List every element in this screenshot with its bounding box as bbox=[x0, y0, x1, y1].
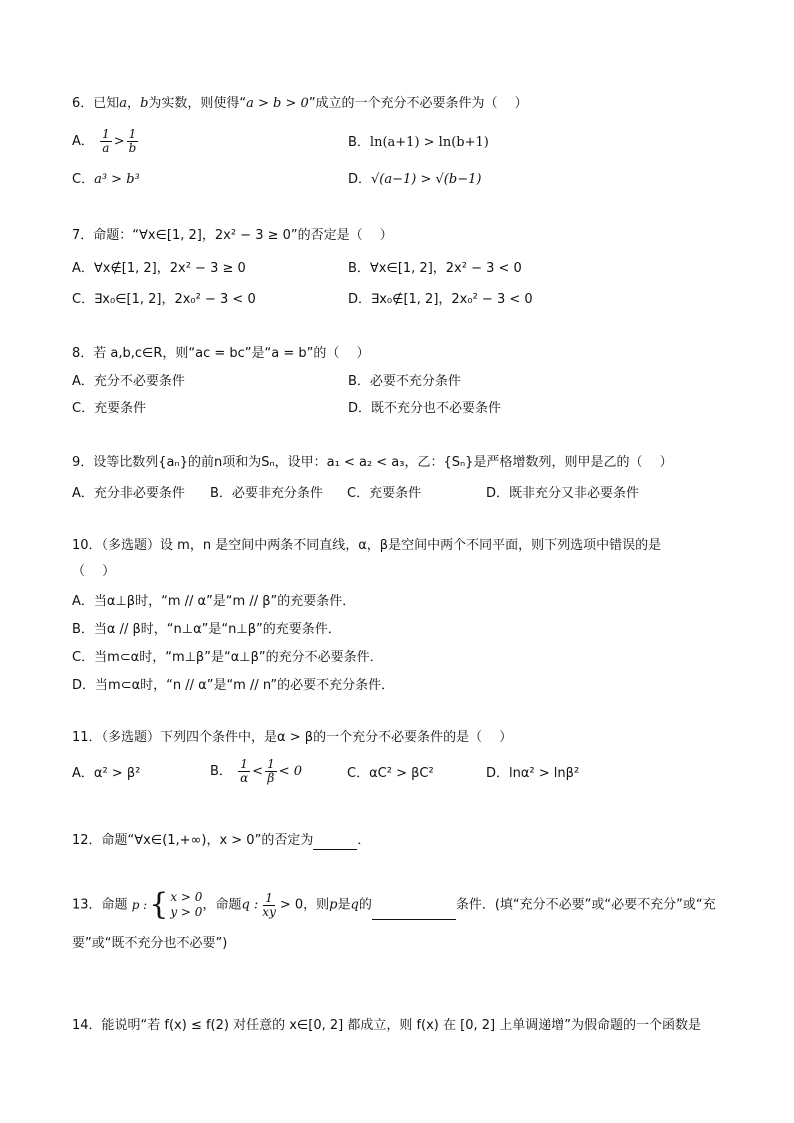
q8-option-a: A．充分不必要条件 bbox=[72, 374, 185, 389]
q8-stem: 8．若 a,b,c∈R，则“ac = bc”是“a = b”的（ ） bbox=[72, 346, 370, 361]
q13-stem-cont: 要”或“既不充分也不必要”) bbox=[72, 936, 228, 951]
q11-option-c: C．αC² > βC² bbox=[347, 766, 434, 781]
q9-option-c: C．充要条件 bbox=[347, 486, 422, 501]
condition-system: p : { x > 0 y > 0 bbox=[131, 887, 203, 922]
q10-option-b: B．当α // β时，“n⊥α”是“n⊥β”的充要条件． bbox=[72, 622, 341, 637]
q9-option-a: A．充分非必要条件 bbox=[72, 486, 185, 501]
q7-option-a: A．∀x∉[1, 2]，2x² − 3 ≥ 0 bbox=[72, 261, 246, 276]
q10-option-c: C．当m⊂α时，“m⊥β”是“α⊥β”的充分不必要条件． bbox=[72, 650, 383, 665]
q11-option-d: D．lnα² > lnβ² bbox=[486, 766, 580, 781]
q6-option-b: B．ln(a+1) > ln(b+1) bbox=[348, 135, 489, 150]
q11-option-b: B． $\frac{1}{\alpha}$ < $\frac{1}{\beta}$ < 0 bbox=[210, 757, 303, 785]
fraction: $\frac{1}{a}$ bbox=[102, 127, 110, 155]
q7-stem: 7．命题：“∀x∈[1, 2]，2x² − 3 ≥ 0”的否定是（ ） bbox=[72, 228, 393, 243]
answer-blank[interactable] bbox=[313, 835, 357, 850]
q14-stem: 14．能说明“若 f(x) ≤ f(2) 对任意的 x∈[0, 2] 都成立，则 f(x) 在 [0, 2] 上单调递增”为假命题的一个函数是 bbox=[72, 1018, 701, 1033]
q10-stem: 10．（多选题）设 m，n 是空间中两条不同直线，α，β是空间中两个不同平面，则下列选项中错误的是 bbox=[72, 538, 662, 553]
q6-option-a: A． $\frac{1}{a}$ > $\frac{1}{b}$ bbox=[72, 127, 137, 155]
q6-option-c: C．a³ > b³ bbox=[72, 172, 140, 187]
answer-blank[interactable] bbox=[372, 905, 456, 920]
q7-option-b: B．∀x∈[1, 2]，2x² − 3 < 0 bbox=[348, 261, 522, 276]
q11-option-a: A．α² > β² bbox=[72, 766, 141, 781]
fraction: $\frac{1}{\beta}$ bbox=[267, 757, 275, 785]
q9-option-d: D．既非充分又非必要条件 bbox=[486, 486, 640, 501]
q13-stem: 13．命题 p : { x > 0 y > 0 ，命题q : $\frac{1}{xy}$ > 0，则p是q的 条件．(填“充分不必要”或“必要不充分”或“充 bbox=[72, 887, 716, 922]
q12-stem: 12．命题“∀x∈(1,+∞)，x > 0”的否定为 ． bbox=[72, 833, 371, 848]
fraction: $\frac{1}{\alpha}$ bbox=[240, 757, 249, 785]
q9-stem: 9．设等比数列{aₙ}的前n项和为Sₙ，设甲：a₁ < a₂ < a₃，乙：{Sₙ}是严格增数列，则甲是乙的（ ） bbox=[72, 455, 673, 470]
q7-option-d: D．∃x₀∉[1, 2]，2x₀² − 3 < 0 bbox=[348, 292, 533, 307]
q10-option-a: A．当α⊥β时，“m // α”是“m // β”的充要条件． bbox=[72, 594, 356, 609]
q11-stem: 11．（多选题）下列四个条件中，是α > β的一个充分不必要条件的是（ ） bbox=[72, 730, 513, 745]
q9-option-b: B．必要非充分条件 bbox=[210, 486, 323, 501]
q10-option-d: D．当m⊂α时，“n // α”是“m // n”的必要不充分条件． bbox=[72, 678, 395, 693]
q8-option-d: D．既不充分也不必要条件 bbox=[348, 401, 502, 416]
q10-stem-cont: （ ） bbox=[72, 564, 116, 579]
q7-option-c: C．∃x₀∈[1, 2]，2x₀² − 3 < 0 bbox=[72, 292, 256, 307]
fraction: $\frac{1}{xy}$ bbox=[262, 890, 276, 919]
fraction: $\frac{1}{b}$ bbox=[128, 127, 137, 155]
q6-stem: 6．已知a，b为实数，则使得“a > b > 0”成立的一个充分不必要条件为（ ） bbox=[72, 96, 528, 111]
q8-option-b: B．必要不充分条件 bbox=[348, 374, 461, 389]
left-brace: { bbox=[149, 887, 169, 922]
q6-option-d: D．√(a−1) > √(b−1) bbox=[348, 172, 482, 187]
q8-option-c: C．充要条件 bbox=[72, 401, 147, 416]
